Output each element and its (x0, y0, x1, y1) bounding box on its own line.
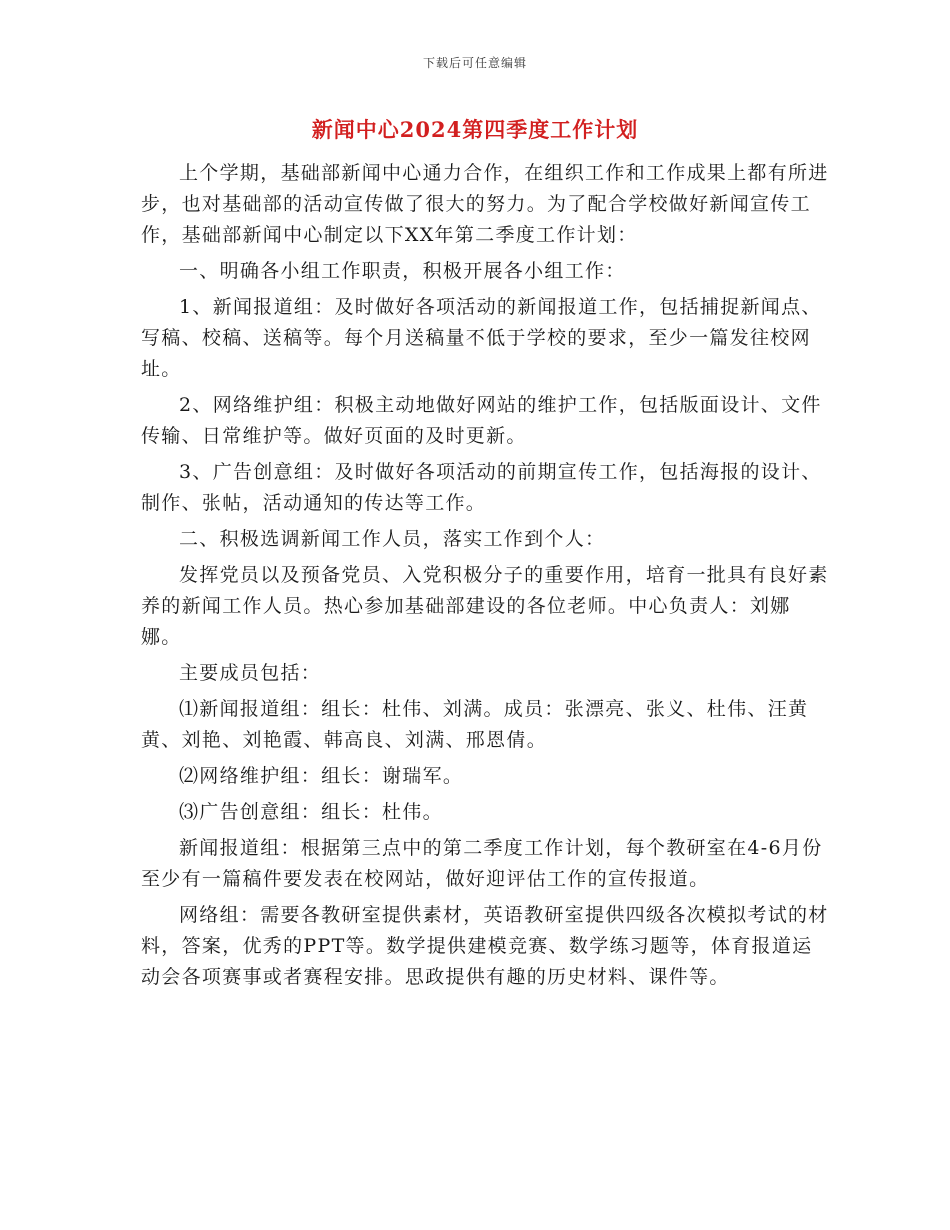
document-title: 新闻中心2024第四季度工作计划 (311, 117, 639, 142)
paragraph-network-group: 2、网络维护组：积极主动地做好网站的维护工作，包括版面设计、文件传输、日常维护等。做好页面的及时更新。 (141, 394, 822, 447)
paragraph-members-heading: 主要成员包括： (179, 662, 322, 684)
paragraph-ad-group: 3、广告创意组：及时做好各项活动的前期宣传工作，包括海报的设计、制作、张帖，活动通知的传达等工作。 (141, 461, 822, 514)
paragraph-intro: 上个学期，基础部新闻中心通力合作，在组织工作和工作成果上都有所进步，也对基础部的活动宣传做了很大的努力。为了配合学校做好新闻宣传工作，基础部新闻中心制定以下XX年第二季度工作计划： (141, 162, 829, 246)
paragraph-members-news: ⑴新闻报道组：组长：杜伟、刘满。成员：张漂亮、张义、杜伟、汪黄黄、刘艳、刘艳霞、韩高良、刘满、邢恩倩。 (141, 698, 809, 751)
paragraph-news-group: 1、新闻报道组：及时做好各项活动的新闻报道工作，包括捕捉新闻点、写稿、校稿、送稿等。每个月送稿量不低于学校的要求，至少一篇发往校网址。 (141, 296, 822, 380)
header-note: 下载后可任意编辑 (422, 56, 527, 70)
paragraph-news-plan: 新闻报道组：根据第三点中的第二季度工作计划，每个教研室在4-6月份至少有一篇稿件要发表在校网站，做好迎评估工作的宣传报道。 (141, 837, 823, 890)
paragraph-network-plan: 网络组：需要各教研室提供素材，英语教研室提供四级各次模拟考试的材料，答案，优秀的PPT等。数学提供建模竞赛、数学练习题等，体育报道运动会各项赛事或者赛程安排。思政提供有趣的历史材料、课件等。 (141, 904, 829, 988)
paragraph-members-ad: ⑶广告创意组：组长：杜伟。 (179, 801, 443, 823)
paragraph-staff: 发挥党员以及预备党员、入党积极分子的重要作用，培育一批具有良好素养的新闻工作人员。热心参加基础部建设的各位老师。中心负责人：刘娜娜。 (141, 564, 829, 648)
paragraph-section-2-heading: 二、积极选调新闻工作人员，落实工作到个人： (179, 528, 606, 550)
paragraph-members-network: ⑵网络维护组：组长：谢瑞军。 (179, 765, 464, 787)
document-body (141, 158, 831, 998)
paragraph-section-1-heading: 一、明确各小组工作职责，积极开展各小组工作： (179, 260, 626, 282)
